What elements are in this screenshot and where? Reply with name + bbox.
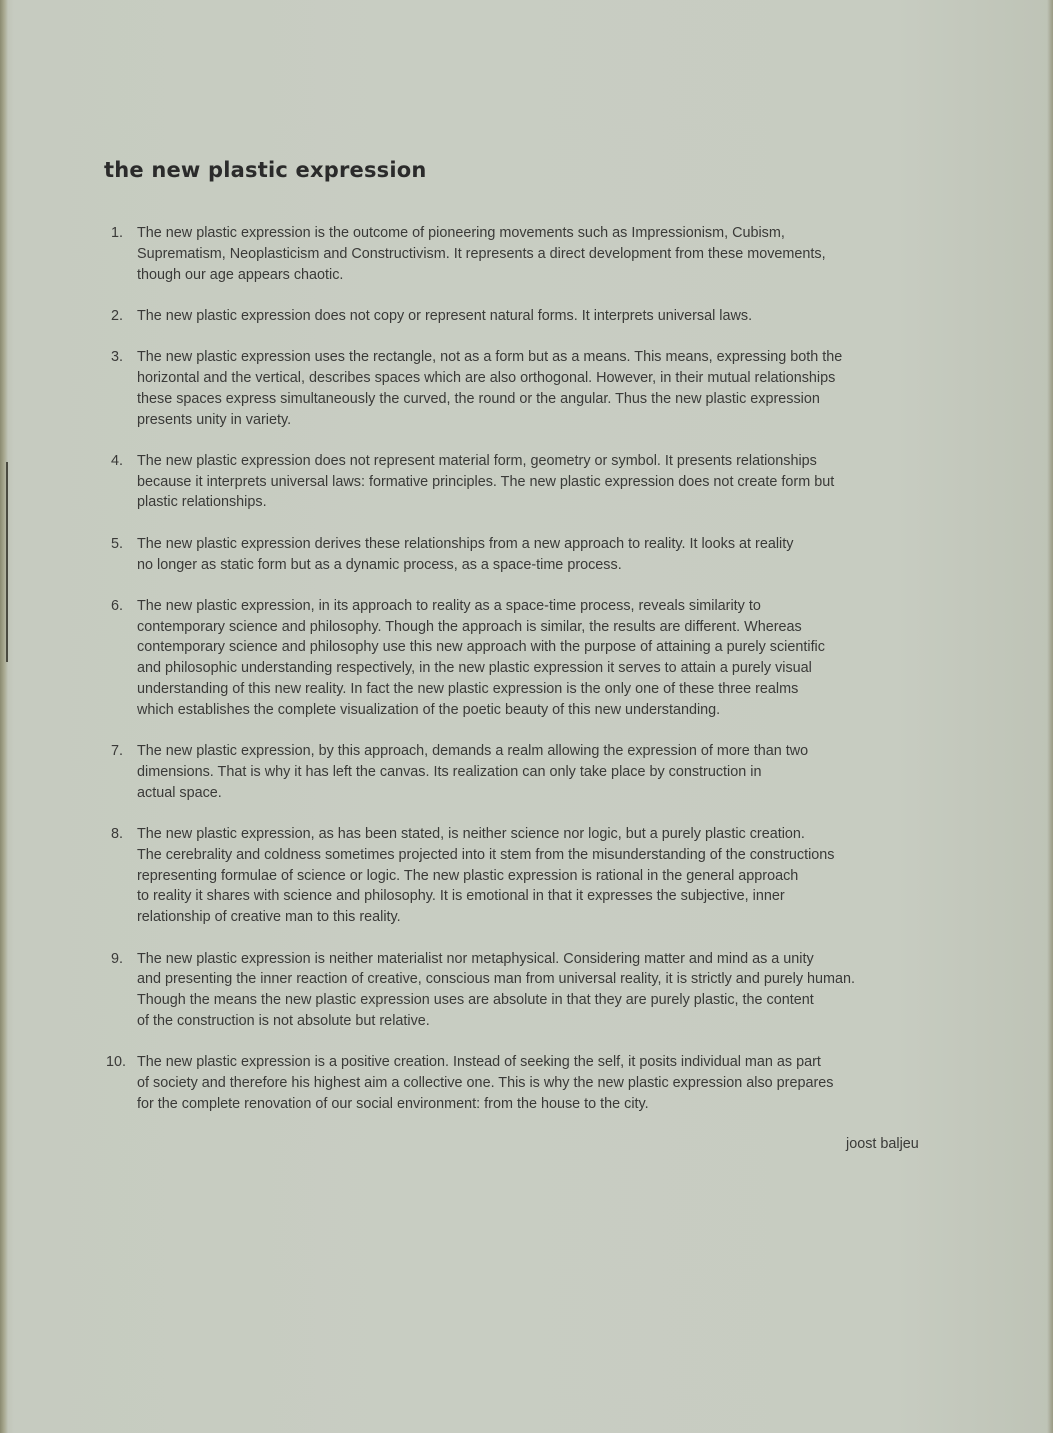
item-text-line: contemporary science and philosophy. Though the approach is similar, the results are different. Whereas — [137, 618, 802, 635]
manifesto-item — [104, 306, 984, 327]
item-text-line: and philosophic understanding respectively, in the new plastic expression it serves to attain a purely visual — [137, 660, 812, 677]
item-text-line: The new plastic expression does not represent material form, geometry or symbol. It presents relationships — [137, 452, 817, 469]
manifesto-item — [104, 451, 984, 513]
item-number: 4. — [111, 452, 124, 469]
manifesto-item — [104, 949, 984, 1032]
item-text-line: plastic relationships. — [137, 494, 267, 511]
item-number: 1. — [111, 225, 124, 241]
item-text-line: of society and therefore his highest aim a collective one. This is why the new plastic expression also prepares — [137, 1075, 834, 1091]
item-text-line: to reality it shares with science and philosophy. It is emotional in that it expresses the subjective, inner — [137, 888, 785, 905]
page-title: the new plastic expression — [104, 158, 427, 182]
item-text-line: presents unity in variety. — [137, 411, 292, 428]
item-number: 10. — [106, 1054, 127, 1071]
manifesto-item — [104, 596, 984, 721]
manifesto-item — [104, 223, 984, 285]
item-text — [137, 306, 984, 327]
item-number: 5. — [111, 535, 124, 552]
item-text-line: The new plastic expression is a positive creation. Instead of seeking the self, it posits individual man as part — [137, 1054, 821, 1071]
item-text-line: Though the means the new plastic expression uses are absolute in that they are purely plastic, the content — [137, 992, 814, 1009]
manifesto-item — [104, 534, 984, 576]
item-text-line: The new plastic expression, as has been stated, is neither science nor logic, but a purely plastic creation. — [137, 826, 805, 843]
item-text-line: The new plastic expression does not copy or represent natural forms. It interprets universal laws. — [137, 307, 753, 324]
item-text — [137, 223, 984, 285]
item-text-line: contemporary science and philosophy use this new approach with the purpose of attaining a purely scientific — [137, 639, 825, 656]
item-text-line: no longer as static form but as a dynamic process, as a space-time process. — [137, 556, 622, 573]
item-text — [137, 451, 984, 513]
item-text — [137, 534, 984, 576]
item-text — [137, 949, 984, 1032]
manifesto-item — [104, 824, 984, 928]
item-text-line: understanding of this new reality. In fact the new plastic expression is the only one of these three realms — [137, 681, 799, 698]
item-text-line: The new plastic expression uses the rectangle, not as a form but as a means. This means, expressing both the — [137, 349, 843, 366]
item-text-line: The new plastic expression, by this approach, demands a realm allowing the expression of more than two — [137, 743, 809, 760]
page-right-edge — [1047, 0, 1053, 1433]
item-text-line: and presenting the inner reaction of creative, conscious man from universal reality, it is strictly and purely human. — [137, 971, 856, 988]
item-text-line: of the construction is not absolute but relative. — [137, 1012, 430, 1029]
item-number: 8. — [111, 826, 124, 843]
item-text-line: The new plastic expression is the outcome of pioneering movements such as Impressionism, Cubism, — [137, 225, 785, 241]
item-text-line: representing formulae of science or logic. The new plastic expression is rational in the general approach — [137, 867, 799, 884]
item-number: 9. — [111, 950, 124, 967]
item-text — [137, 741, 984, 803]
item-text — [137, 824, 984, 928]
item-number: 6. — [111, 597, 124, 614]
item-text-line: The new plastic expression derives these relationships from a new approach to reality. It looks at reality — [137, 535, 794, 552]
item-number: 3. — [111, 349, 124, 366]
item-text-line: The new plastic expression, in its approach to reality as a space-time process, reveals similarity to — [137, 597, 761, 614]
manifesto-item — [104, 347, 984, 430]
manifesto-item — [104, 741, 984, 803]
item-number: 7. — [111, 743, 124, 760]
item-text-line: because it interprets universal laws: formative principles. The new plastic expression does not create form but — [137, 473, 835, 490]
item-text-line: dimensions. That is why it has left the canvas. Its realization can only take place by construction in — [137, 763, 762, 780]
item-text — [137, 347, 984, 430]
item-text-line: Suprematism, Neoplasticism and Constructivism. It represents a direct development from these movements, — [137, 245, 826, 262]
author-signature: joost baljeu — [846, 1136, 919, 1152]
item-text-line: The new plastic expression is neither materialist nor metaphysical. Considering matter and mind as a unity — [137, 950, 814, 967]
item-text-line: actual space. — [137, 784, 222, 801]
item-text-line: which establishes the complete visualization of the poetic beauty of this new understanding. — [137, 701, 721, 718]
manifesto-list — [104, 223, 984, 1135]
item-text-line: though our age appears chaotic. — [137, 266, 344, 283]
manifesto-item — [104, 1052, 984, 1114]
item-text-line: for the complete renovation of our social environment: from the house to the city. — [137, 1095, 649, 1112]
item-text-line: these spaces express simultaneously the curved, the round or the angular. Thus the new plastic expression — [137, 390, 820, 407]
item-number: 2. — [111, 307, 124, 324]
item-text-line: horizontal and the vertical, describes spaces which are also orthogonal. However, in their mutual relationships — [137, 369, 836, 386]
item-text — [137, 596, 984, 721]
item-text — [137, 1052, 984, 1114]
item-text-line: The cerebrality and coldness sometimes projected into it stem from the misunderstanding of the constructions — [137, 846, 835, 863]
binding-mark — [6, 462, 8, 662]
item-text-line: relationship of creative man to this reality. — [137, 909, 401, 926]
page-binding-edge — [0, 0, 8, 1433]
